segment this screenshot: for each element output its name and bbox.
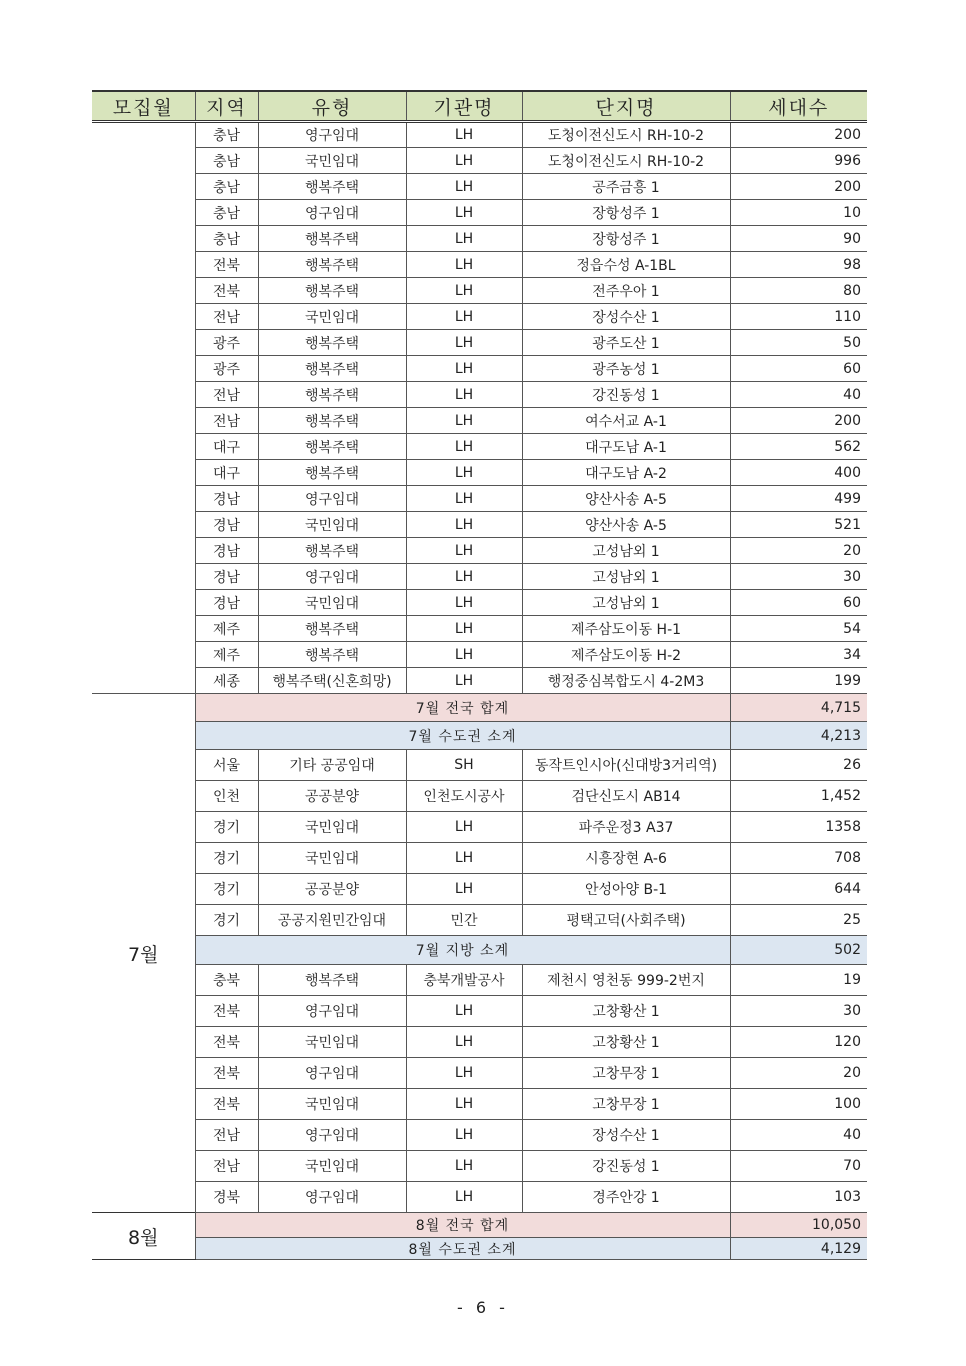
org-cell: LH <box>406 304 522 330</box>
table-row <box>92 590 867 616</box>
month-cell-continued <box>92 122 195 694</box>
complex-cell: 도청이전신도시 RH-10-2 <box>522 148 730 174</box>
july-metro-subtotal-row-value: 4,213 <box>730 722 867 750</box>
units-cell: 199 <box>730 668 867 694</box>
header-org: 기관명 <box>406 91 522 122</box>
org-cell: LH <box>406 408 522 434</box>
type-cell: 영구임대 <box>258 1182 406 1213</box>
org-cell: SH <box>406 750 522 781</box>
july-metro-subtotal-row <box>92 722 867 750</box>
table-row <box>92 408 867 434</box>
units-cell: 562 <box>730 434 867 460</box>
units-cell: 26 <box>730 750 867 781</box>
type-cell: 영구임대 <box>258 122 406 148</box>
units-cell: 996 <box>730 148 867 174</box>
type-cell: 영구임대 <box>258 200 406 226</box>
complex-cell: 제주삼도이동 H-2 <box>522 642 730 668</box>
table-row <box>92 434 867 460</box>
region-cell: 경기 <box>195 812 258 843</box>
table-row <box>92 278 867 304</box>
header-row <box>92 91 867 122</box>
table-row <box>92 843 867 874</box>
org-cell: LH <box>406 1151 522 1182</box>
units-cell: 521 <box>730 512 867 538</box>
units-cell: 120 <box>730 1027 867 1058</box>
units-cell: 20 <box>730 538 867 564</box>
org-cell: LH <box>406 1058 522 1089</box>
units-cell: 103 <box>730 1182 867 1213</box>
org-cell: LH <box>406 356 522 382</box>
complex-cell: 양산사송 A-5 <box>522 486 730 512</box>
table-row <box>92 200 867 226</box>
august-total-row-label: 8월 전국 합계 <box>195 1213 730 1238</box>
table-row <box>92 174 867 200</box>
complex-cell: 안성아양 B-1 <box>522 874 730 905</box>
region-cell: 전남 <box>195 1151 258 1182</box>
type-cell: 공공분양 <box>258 874 406 905</box>
type-cell: 행복주택 <box>258 642 406 668</box>
region-cell: 전남 <box>195 382 258 408</box>
complex-cell: 대구도남 A-2 <box>522 460 730 486</box>
july-metro-subtotal-row-label: 7월 수도권 소계 <box>195 722 730 750</box>
units-cell: 499 <box>730 486 867 512</box>
region-cell: 광주 <box>195 330 258 356</box>
units-cell: 200 <box>730 174 867 200</box>
org-cell: LH <box>406 564 522 590</box>
org-cell: LH <box>406 874 522 905</box>
type-cell: 국민임대 <box>258 812 406 843</box>
units-cell: 30 <box>730 564 867 590</box>
table-row <box>92 512 867 538</box>
complex-cell: 경주안강 1 <box>522 1182 730 1213</box>
org-cell: LH <box>406 1027 522 1058</box>
units-cell: 90 <box>730 226 867 252</box>
region-cell: 경남 <box>195 538 258 564</box>
type-cell: 행복주택 <box>258 278 406 304</box>
region-cell: 제주 <box>195 642 258 668</box>
august-total-row <box>92 1213 867 1238</box>
complex-cell: 고창황산 1 <box>522 1027 730 1058</box>
table-row <box>92 781 867 812</box>
type-cell: 국민임대 <box>258 843 406 874</box>
org-cell: LH <box>406 434 522 460</box>
units-cell: 200 <box>730 122 867 148</box>
table-row <box>92 486 867 512</box>
units-cell: 80 <box>730 278 867 304</box>
region-cell: 전북 <box>195 1027 258 1058</box>
type-cell: 국민임대 <box>258 1089 406 1120</box>
complex-cell: 행정중심복합도시 4-2M3 <box>522 668 730 694</box>
july-local-subtotal-row-label: 7월 지방 소계 <box>195 936 730 965</box>
type-cell: 행복주택 <box>258 382 406 408</box>
complex-cell: 여수서교 A-1 <box>522 408 730 434</box>
units-cell: 10 <box>730 200 867 226</box>
august-metro-subtotal-row-value: 4,129 <box>730 1238 867 1260</box>
july-total-row-value: 4,715 <box>730 694 867 722</box>
table-row <box>92 965 867 996</box>
july-total-row <box>92 694 867 722</box>
units-cell: 40 <box>730 382 867 408</box>
august-metro-subtotal-row <box>92 1238 867 1260</box>
org-cell: 인천도시공사 <box>406 781 522 812</box>
table-row <box>92 812 867 843</box>
region-cell: 경북 <box>195 1182 258 1213</box>
complex-cell: 동작트인시아(신대방3거리역) <box>522 750 730 781</box>
complex-cell: 전주우아 1 <box>522 278 730 304</box>
complex-cell: 고성남외 1 <box>522 538 730 564</box>
complex-cell: 정읍수성 A-1BL <box>522 252 730 278</box>
region-cell: 충남 <box>195 122 258 148</box>
org-cell: LH <box>406 668 522 694</box>
units-cell: 40 <box>730 1120 867 1151</box>
org-cell: LH <box>406 122 522 148</box>
units-cell: 60 <box>730 356 867 382</box>
region-cell: 대구 <box>195 460 258 486</box>
region-cell: 광주 <box>195 356 258 382</box>
org-cell: LH <box>406 174 522 200</box>
table-row <box>92 1089 867 1120</box>
month-cell-july: 7월 <box>92 694 195 1213</box>
type-cell: 행복주택 <box>258 434 406 460</box>
units-cell: 98 <box>730 252 867 278</box>
table-row <box>92 642 867 668</box>
table-row <box>92 226 867 252</box>
region-cell: 경기 <box>195 905 258 936</box>
region-cell: 충남 <box>195 200 258 226</box>
table-row <box>92 668 867 694</box>
type-cell: 행복주택 <box>258 330 406 356</box>
type-cell: 국민임대 <box>258 304 406 330</box>
type-cell: 행복주택 <box>258 356 406 382</box>
region-cell: 경남 <box>195 564 258 590</box>
table-row <box>92 750 867 781</box>
complex-cell: 고성남외 1 <box>522 590 730 616</box>
region-cell: 충남 <box>195 148 258 174</box>
type-cell: 공공지원민간임대 <box>258 905 406 936</box>
table-row <box>92 252 867 278</box>
complex-cell: 광주도산 1 <box>522 330 730 356</box>
table-row <box>92 616 867 642</box>
region-cell: 경기 <box>195 874 258 905</box>
region-cell: 전남 <box>195 304 258 330</box>
type-cell: 행복주택 <box>258 965 406 996</box>
org-cell: 충북개발공사 <box>406 965 522 996</box>
type-cell: 영구임대 <box>258 1120 406 1151</box>
region-cell: 세종 <box>195 668 258 694</box>
org-cell: LH <box>406 642 522 668</box>
page-number: - 6 - <box>457 1298 509 1317</box>
month-cell-august: 8월 <box>92 1213 195 1260</box>
org-cell: LH <box>406 148 522 174</box>
header-type: 유형 <box>258 91 406 122</box>
complex-cell: 검단신도시 AB14 <box>522 781 730 812</box>
type-cell: 행복주택 <box>258 174 406 200</box>
complex-cell: 고창무장 1 <box>522 1058 730 1089</box>
units-cell: 34 <box>730 642 867 668</box>
type-cell: 행복주택 <box>258 252 406 278</box>
region-cell: 경기 <box>195 843 258 874</box>
region-cell: 서울 <box>195 750 258 781</box>
units-cell: 100 <box>730 1089 867 1120</box>
table-row <box>92 356 867 382</box>
org-cell: LH <box>406 330 522 356</box>
table-row <box>92 1182 867 1213</box>
region-cell: 대구 <box>195 434 258 460</box>
type-cell: 행복주택 <box>258 408 406 434</box>
type-cell: 행복주택 <box>258 226 406 252</box>
units-cell: 60 <box>730 590 867 616</box>
units-cell: 25 <box>730 905 867 936</box>
org-cell: LH <box>406 486 522 512</box>
header-region: 지역 <box>195 91 258 122</box>
org-cell: LH <box>406 200 522 226</box>
complex-cell: 강진동성 1 <box>522 382 730 408</box>
type-cell: 영구임대 <box>258 996 406 1027</box>
units-cell: 20 <box>730 1058 867 1089</box>
org-cell: LH <box>406 616 522 642</box>
org-cell: LH <box>406 812 522 843</box>
complex-cell: 장성수산 1 <box>522 1120 730 1151</box>
complex-cell: 광주농성 1 <box>522 356 730 382</box>
org-cell: LH <box>406 1089 522 1120</box>
table-row <box>92 148 867 174</box>
july-local-subtotal-row <box>92 936 867 965</box>
units-cell: 1,452 <box>730 781 867 812</box>
complex-cell: 양산사송 A-5 <box>522 512 730 538</box>
housing-supply-table <box>92 90 867 1260</box>
region-cell: 전북 <box>195 278 258 304</box>
july-local-subtotal-row-value: 502 <box>730 936 867 965</box>
complex-cell: 제주삼도이동 H-1 <box>522 616 730 642</box>
table-row <box>92 460 867 486</box>
region-cell: 경남 <box>195 486 258 512</box>
table-row <box>92 1027 867 1058</box>
type-cell: 기타 공공임대 <box>258 750 406 781</box>
units-cell: 1358 <box>730 812 867 843</box>
org-cell: LH <box>406 843 522 874</box>
complex-cell: 장성수산 1 <box>522 304 730 330</box>
header-units: 세대수 <box>730 91 867 122</box>
region-cell: 인천 <box>195 781 258 812</box>
type-cell: 행복주택 <box>258 538 406 564</box>
region-cell: 전남 <box>195 1120 258 1151</box>
region-cell: 전북 <box>195 1089 258 1120</box>
org-cell: LH <box>406 460 522 486</box>
region-cell: 제주 <box>195 616 258 642</box>
region-cell: 전북 <box>195 1058 258 1089</box>
table-row <box>92 874 867 905</box>
units-cell: 110 <box>730 304 867 330</box>
table-row <box>92 996 867 1027</box>
table-row <box>92 304 867 330</box>
type-cell: 국민임대 <box>258 590 406 616</box>
complex-cell: 장항성주 1 <box>522 200 730 226</box>
table-row <box>92 1120 867 1151</box>
table-body <box>92 122 867 1260</box>
units-cell: 400 <box>730 460 867 486</box>
august-total-row-value: 10,050 <box>730 1213 867 1238</box>
units-cell: 200 <box>730 408 867 434</box>
table-row <box>92 330 867 356</box>
table-row <box>92 1151 867 1182</box>
type-cell: 영구임대 <box>258 564 406 590</box>
org-cell: LH <box>406 382 522 408</box>
region-cell: 충북 <box>195 965 258 996</box>
table-row <box>92 1058 867 1089</box>
complex-cell: 장항성주 1 <box>522 226 730 252</box>
org-cell: LH <box>406 1120 522 1151</box>
units-cell: 19 <box>730 965 867 996</box>
region-cell: 충남 <box>195 174 258 200</box>
july-total-row-label: 7월 전국 합계 <box>195 694 730 722</box>
units-cell: 30 <box>730 996 867 1027</box>
org-cell: LH <box>406 252 522 278</box>
units-cell: 50 <box>730 330 867 356</box>
type-cell: 공공분양 <box>258 781 406 812</box>
complex-cell: 대구도남 A-1 <box>522 434 730 460</box>
table-row <box>92 538 867 564</box>
org-cell: LH <box>406 538 522 564</box>
units-cell: 54 <box>730 616 867 642</box>
org-cell: 민간 <box>406 905 522 936</box>
org-cell: LH <box>406 1182 522 1213</box>
region-cell: 전남 <box>195 408 258 434</box>
type-cell: 영구임대 <box>258 1058 406 1089</box>
type-cell: 국민임대 <box>258 1027 406 1058</box>
complex-cell: 강진동성 1 <box>522 1151 730 1182</box>
region-cell: 경남 <box>195 512 258 538</box>
table-row <box>92 905 867 936</box>
org-cell: LH <box>406 278 522 304</box>
table-row <box>92 382 867 408</box>
complex-cell: 고창무장 1 <box>522 1089 730 1120</box>
complex-cell: 제천시 영천동 999-2번지 <box>522 965 730 996</box>
complex-cell: 고창황산 1 <box>522 996 730 1027</box>
header-complex: 단지명 <box>522 91 730 122</box>
org-cell: LH <box>406 512 522 538</box>
complex-cell: 고성남외 1 <box>522 564 730 590</box>
type-cell: 영구임대 <box>258 486 406 512</box>
region-cell: 경남 <box>195 590 258 616</box>
table-row <box>92 122 867 148</box>
org-cell: LH <box>406 226 522 252</box>
region-cell: 전북 <box>195 996 258 1027</box>
table-row <box>92 564 867 590</box>
type-cell: 행복주택 <box>258 460 406 486</box>
type-cell: 행복주택 <box>258 616 406 642</box>
august-metro-subtotal-row-label: 8월 수도권 소계 <box>195 1238 730 1260</box>
region-cell: 전북 <box>195 252 258 278</box>
complex-cell: 도청이전신도시 RH-10-2 <box>522 122 730 148</box>
region-cell: 충남 <box>195 226 258 252</box>
complex-cell: 평택고덕(사회주택) <box>522 905 730 936</box>
org-cell: LH <box>406 590 522 616</box>
units-cell: 708 <box>730 843 867 874</box>
type-cell: 행복주택(신혼희망) <box>258 668 406 694</box>
complex-cell: 파주운정3 A37 <box>522 812 730 843</box>
type-cell: 국민임대 <box>258 148 406 174</box>
type-cell: 국민임대 <box>258 1151 406 1182</box>
org-cell: LH <box>406 996 522 1027</box>
units-cell: 70 <box>730 1151 867 1182</box>
complex-cell: 시흥장현 A-6 <box>522 843 730 874</box>
units-cell: 644 <box>730 874 867 905</box>
type-cell: 국민임대 <box>258 512 406 538</box>
complex-cell: 공주금흥 1 <box>522 174 730 200</box>
header-month: 모집월 <box>92 91 195 122</box>
